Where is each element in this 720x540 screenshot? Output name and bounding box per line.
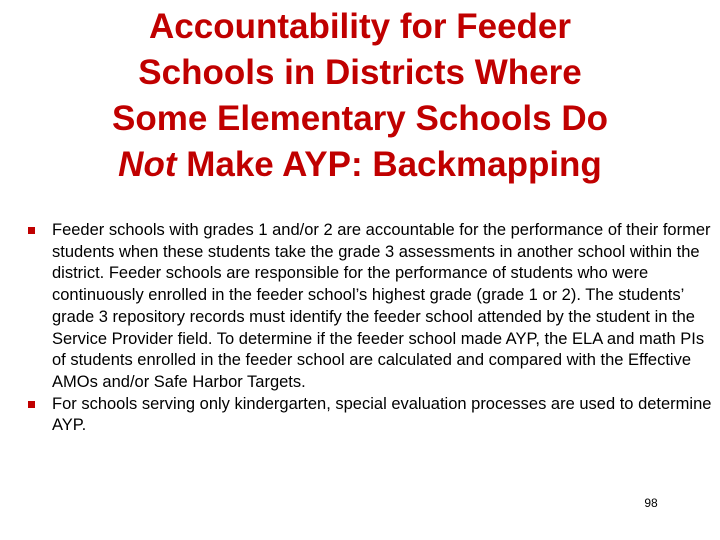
title-line-3: Some Elementary Schools Do [112,99,608,138]
title-line-2: Schools in Districts Where [138,53,582,92]
bullet-list [28,220,714,437]
title-line-4-rest: Make AYP: Backmapping [176,145,602,184]
title-emphasis: Not [118,145,177,184]
bullet-text: For schools serving only kindergarten, special evaluation processes are used to determine AYP. [52,394,712,435]
title-line-4 [40,142,680,188]
bullet-item-kindergarten [28,394,714,437]
square-bullet-icon [28,227,35,234]
page-number: 98 [644,496,658,510]
title-line-1: Accountability for Feeder [148,7,572,46]
slide-title [40,4,680,188]
square-bullet-icon [28,401,35,408]
bullet-text: Feeder schools with grades 1 and/or 2 are accountable for the performance of their former students when these students take the grade 3 assessments in another school within the district. Feeder schools are responsible for the performance of students who were continuously enrolled in the feeder school’s highest grade (grade 1 or 2). The students’ grade 3 repository records must identify the feeder school attended by the student in the Service Provider field. To determine if the feeder school made AYP, the ELA and math PIs of students enrolled in the feeder school are calculated and compared with the Effective AMOs and/or Safe Harbor Targets. [52,221,711,391]
bullet-item-feeder-schools [28,220,714,394]
